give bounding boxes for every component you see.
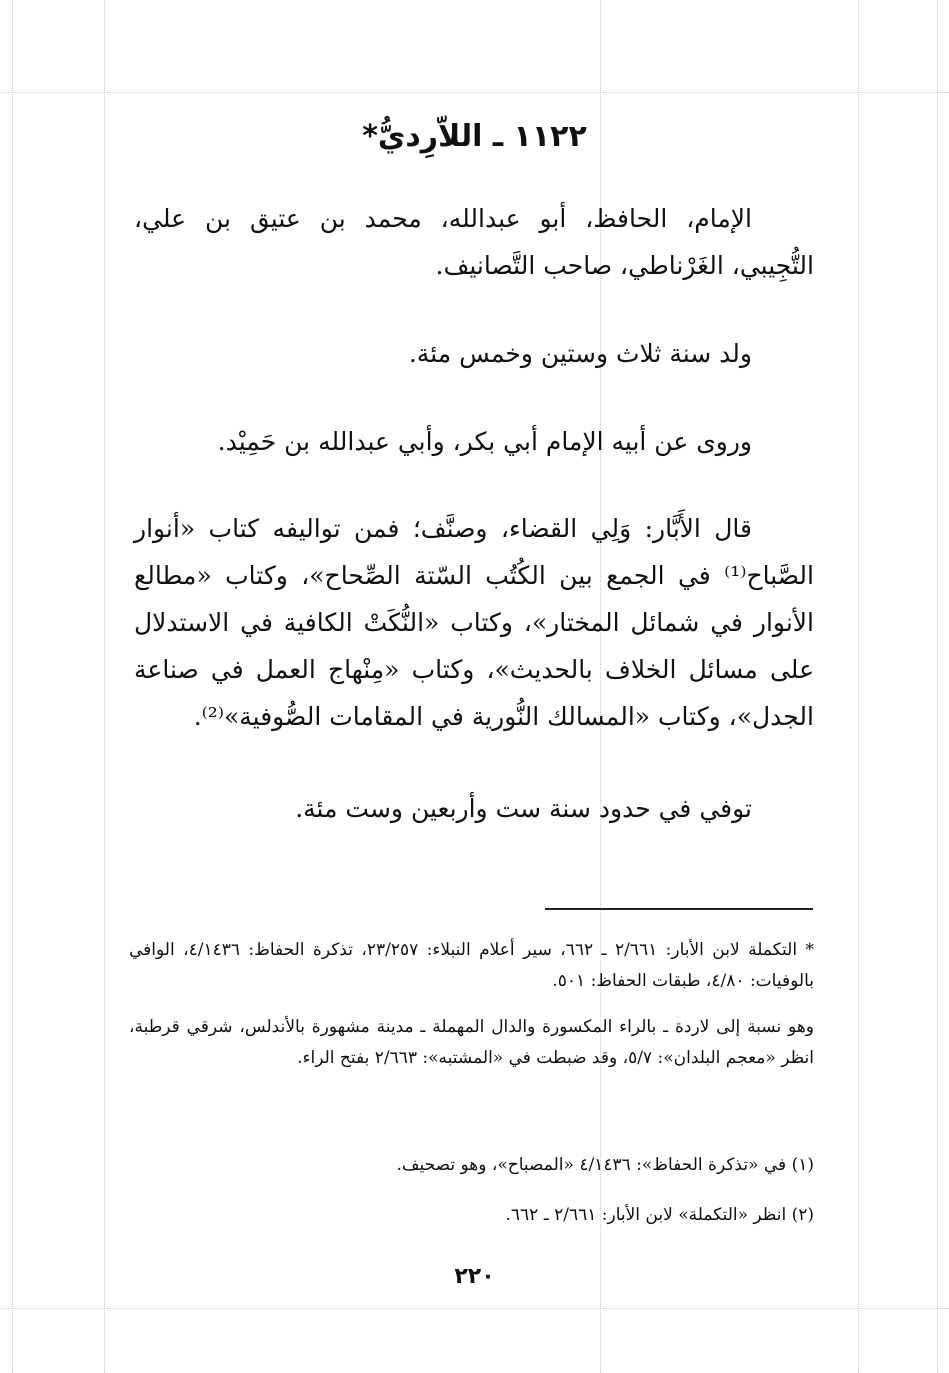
paragraph-death: توفي في حدود سنة ست وأربعين وست مئة. (295, 794, 752, 823)
entry-title: ١١٢٢ ـ اللاّرِديُّ* (362, 119, 587, 154)
footnote-sources: * التكملة لابن الأبار: ٢/٦٦١ ـ ٦٦٢، سير أعلام النبلاء: ٢٣/٢٥٧، تذكرة الحفاظ: ٤/١٤٣٦، الوافي بالوفيات: ٤/٨٠، طبقات الحفاظ: ٥٠١. (129, 940, 814, 991)
scan-guide-line (104, 0, 105, 1373)
scan-guide-line (0, 1308, 949, 1309)
scan-guide-line (937, 0, 938, 1373)
paragraph-birth: ولد سنة ثلاث وستين وخمس مئة. (408, 339, 752, 368)
paragraph-works: قال الأَبَّار: وَلِي القضاء، وصنَّف؛ فمن تواليفه كتاب «أنوار الصَّباح⁽¹⁾ في الجمع بين الكُتُب السّتة الصِّحاح»، وكتاب «مطالع الأنوار في شمائل المختار»، وكتاب «النُّكَتْ الكافية في الاستدلال على مسائل الخلاف بالحديث»، وكتاب «مِنْهاج العمل في صناعة الجدل»، وكتاب «المسالك النُّورية في المقامات الصُّوفية»⁽²⁾. (134, 514, 814, 731)
footnote-separator (545, 908, 813, 910)
scan-guide-line (0, 92, 949, 93)
paragraph-teachers: وروى عن أبيه الإمام أبي بكر، وأبي عبدالله بن حَمِيْد. (217, 427, 752, 456)
footnote-1: (١) في «تذكرة الحفاظ»: ٤/١٤٣٦ «المصباح»، وهو تصحيف. (396, 1155, 814, 1175)
paragraph-intro: الإمام، الحافظ، أبو عبدالله، محمد بن عتيق بن علي، التُّجِيبي، الغَرْناطي، صاحب التَّصانيف. (134, 204, 814, 280)
scan-guide-line (12, 0, 13, 1373)
footnote-nisba: وهو نسبة إلى لاردة ـ بالراء المكسورة والدال المهملة ـ مدينة مشهورة بالأندلس، شرقي قرطبة، انظر «معجم البلدان»: ٥/٧، وقد ضبطت في «المشتبه»: ٢/٦٦٣ بفتح الراء. (129, 1017, 814, 1068)
footnote-2: (٢) انظر «التكملة» لابن الأبار: ٢/٦٦١ ـ ٦٦٢. (505, 1205, 814, 1225)
page-number: ٢٢٠ (454, 1264, 495, 1289)
scan-guide-line (858, 0, 859, 1373)
